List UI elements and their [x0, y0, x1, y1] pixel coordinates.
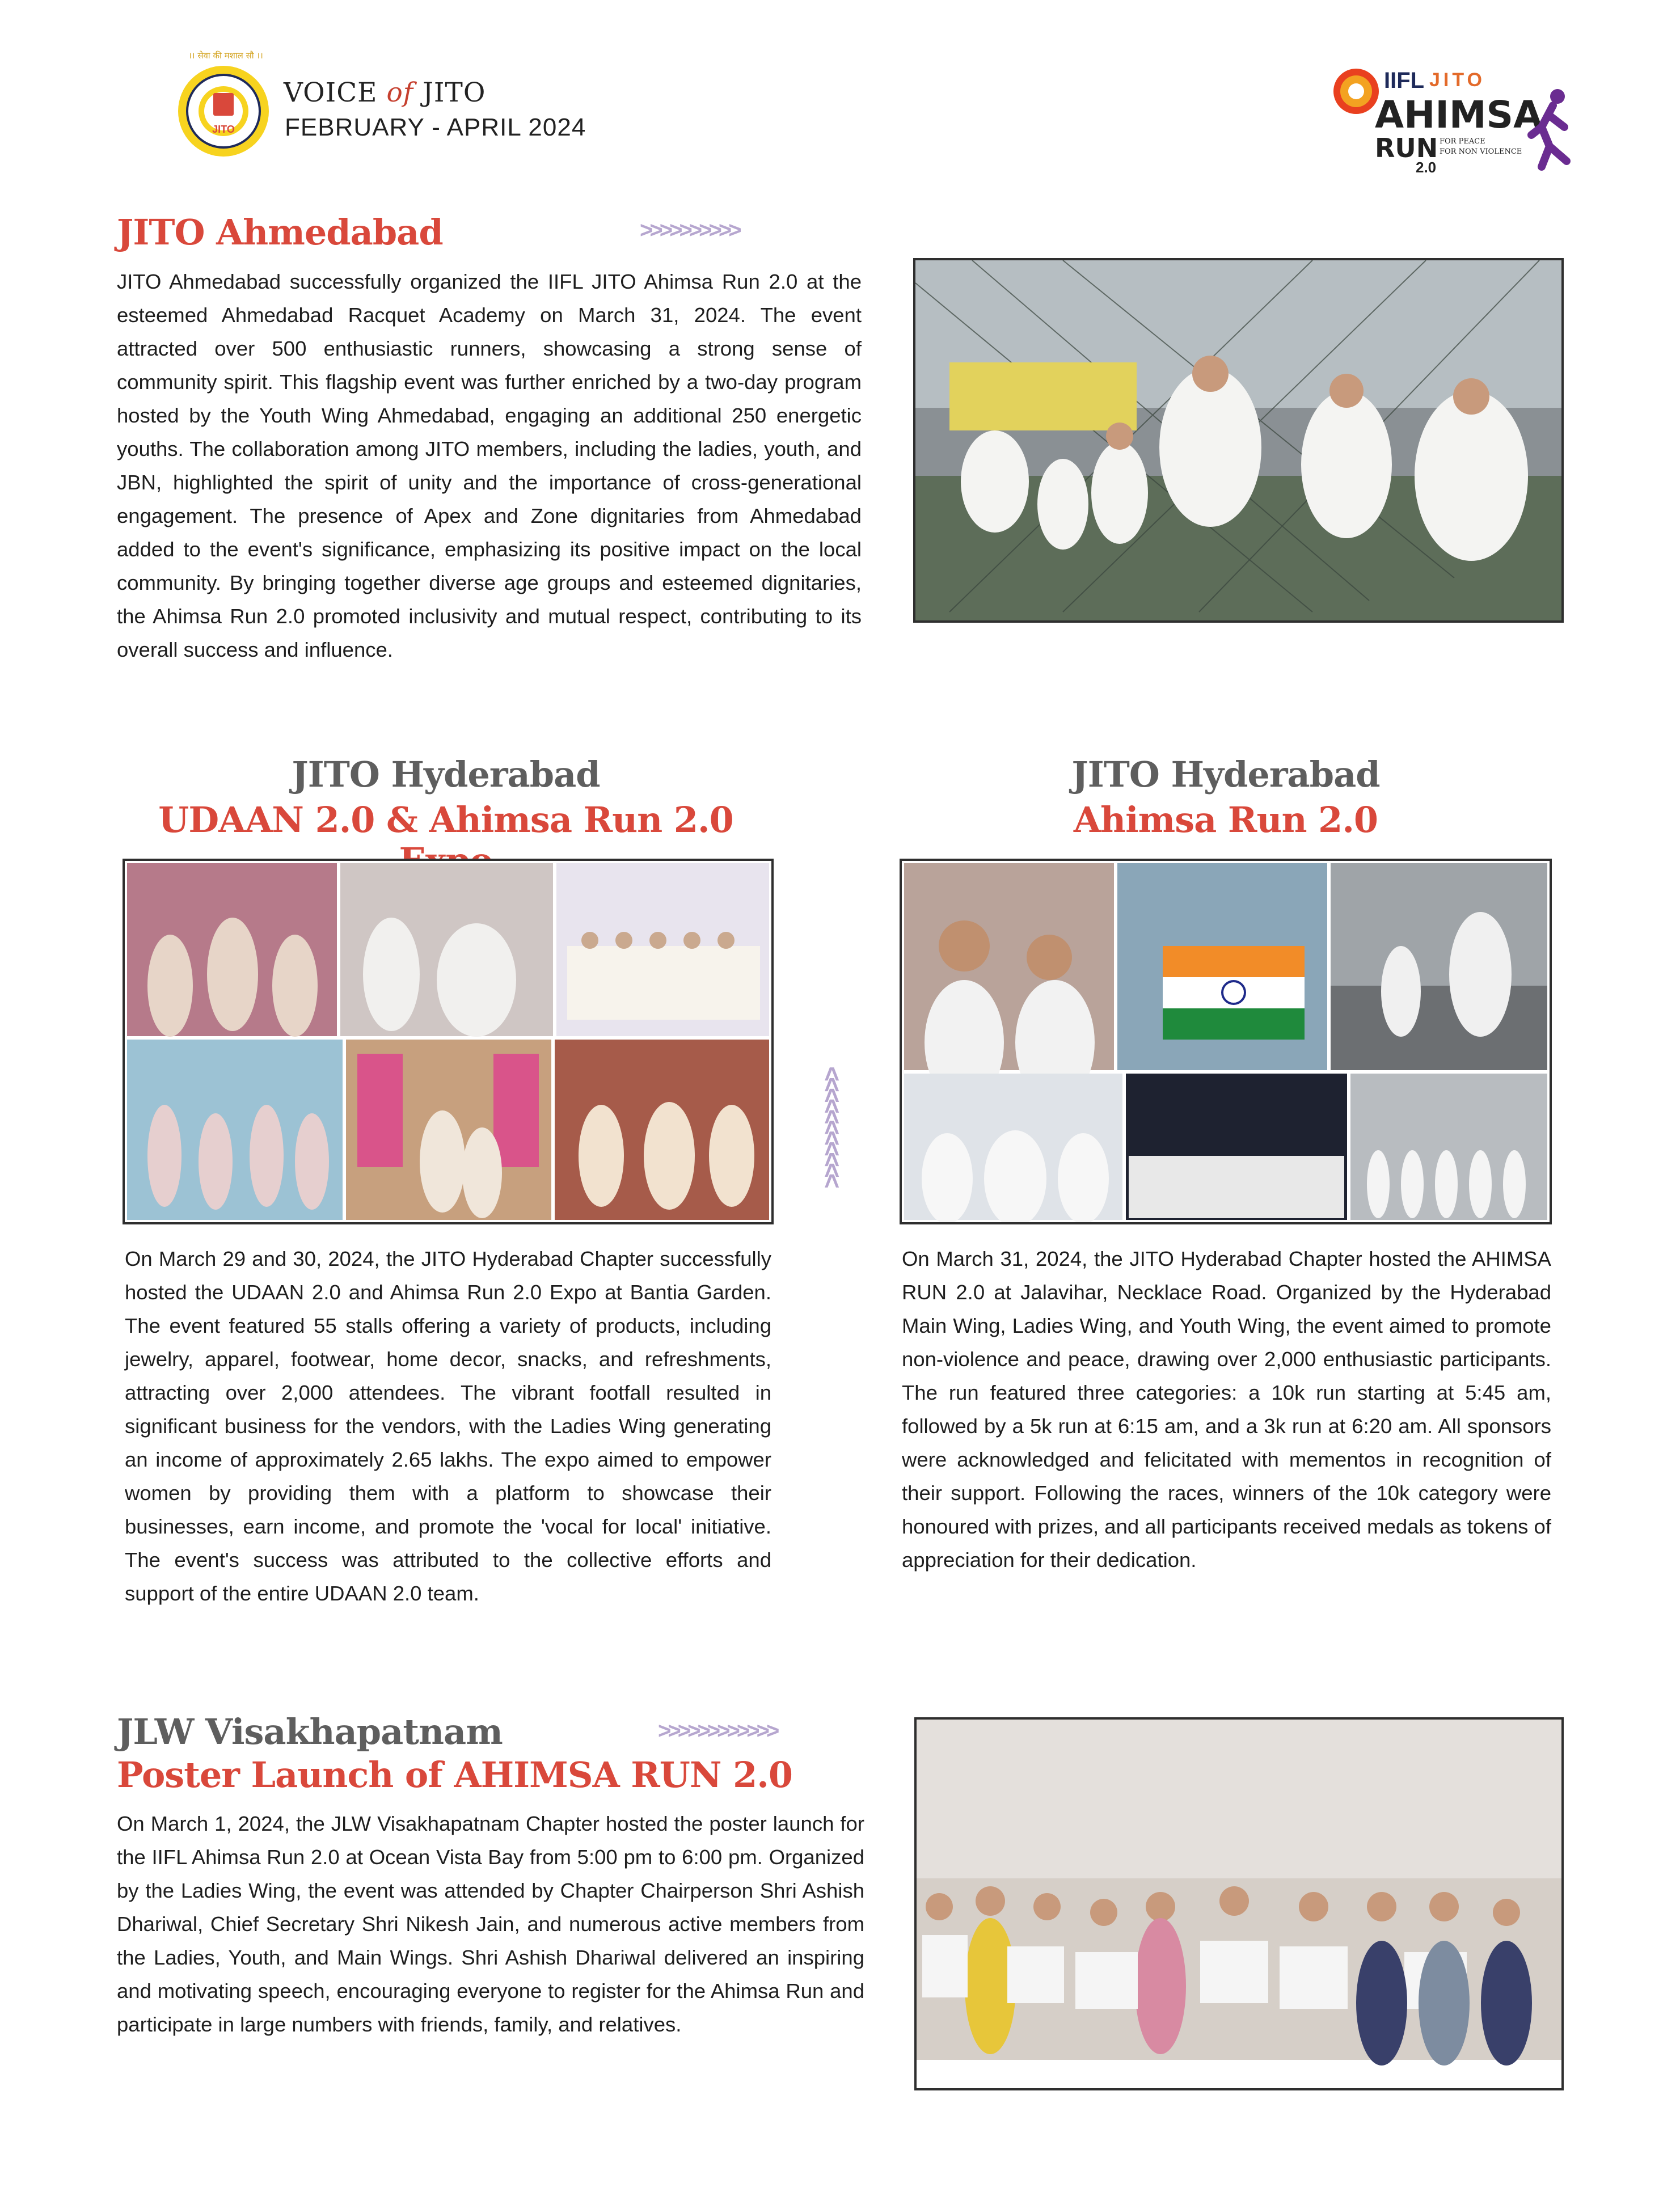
jito-emblem-icon — [176, 64, 271, 159]
expo-title-line2: UDAAN 2.0 & Ahimsa Run 2.0 — [158, 799, 733, 840]
run-logo-title: AHIMSA — [1375, 93, 1543, 137]
run-logo-version: 2.0 — [1416, 159, 1437, 176]
publication-title — [284, 77, 486, 108]
vizag-photo — [914, 1717, 1564, 2090]
expo-body: On March 29 and 30, 2024, the JITO Hyderabad Chapter successfully hosted the UDAAN 2.0 and Ahimsa Run 2.0 Expo at Bantia Garden. The event featured 55 stalls offering a variety of products, including jewelry, apparel, footwear, home decor, snacks, and refreshments, attracting over 2,000 attendees. The vibrant footfall resulted in significant business for the vendors, with the Ladies Wing generating an income of approximately 2.65 lakhs. The expo aimed to empower women by providing them with a platform to showcase their businesses, earn income, and promote the 'vocal for local' initiative. The event's success was attributed to the collective efforts and support of the entire UDAAN 2.0 team. — [125, 1247, 771, 1605]
run-title-line2: Ahimsa Run 2.0 — [1073, 799, 1378, 840]
vizag-title-line1: JLW Visakhapatnam — [117, 1711, 503, 1752]
ahimsa-run-logo — [1332, 61, 1577, 179]
expo-title-line1: JITO Hyderabad — [292, 754, 600, 795]
run-logo-tag2: FOR NON VIOLENCE — [1440, 147, 1522, 156]
run-logo-jito: JITO — [1429, 69, 1485, 91]
expo-photos — [125, 861, 771, 1222]
run-logo-tag1: FOR PEACE — [1440, 137, 1485, 146]
divider-chevron-text: >>>>>>>>>>> — [817, 1071, 846, 1189]
vizag-title-line2: Poster Launch of AHIMSA RUN 2.0 — [117, 1754, 792, 1796]
run-logo-run: RUN — [1375, 133, 1438, 163]
ahmedabad-chevrons: >>>>>>>>>> — [640, 218, 738, 243]
publication-of: of — [386, 77, 414, 108]
divider-chevrons — [817, 1021, 846, 1248]
publication-voice: VOICE — [284, 77, 378, 108]
poster-launch-photo — [917, 1720, 1561, 2088]
expo-photo-collage — [123, 859, 774, 1224]
ahmedabad-body: JITO Ahmedabad successfully organized the IIFL JITO Ahimsa Run 2.0 at the esteemed Ahmedabad Racquet Academy on March 31, 2024. The event attracted over 500 enthusiastic runners, showcasing a strong sense of community spirit. This flagship event was further enriched by a two-day program hosted by the Youth Wing Ahmedabad, engaging an additional 250 energetic youths. The collaboration among JITO members, including the ladies, youth, and JBN, highlighted the spirit of unity and the importance of cross-generational engagement. The presence of Apex and Zone dignitaries from Ahmedabad added to the event's significance, emphasizing its positive impact on the local community. By bringing together diverse age groups and esteemed dignitaries, the Ahimsa Run 2.0 promoted inclusivity and mutual respect, contributing to its overall success and influence. — [117, 270, 862, 661]
issue-date: FEBRUARY - APRIL 2024 — [285, 113, 586, 141]
run-photo-collage — [900, 859, 1552, 1224]
logo-tagline: ।। सेवा की मशाल सौ ।। — [188, 50, 263, 61]
logo-text: JITO — [212, 124, 235, 135]
runner-icon — [1525, 87, 1576, 172]
vizag-chevrons: >>>>>>>>>>>> — [658, 1718, 776, 1743]
ahmedabad-photo — [913, 258, 1564, 623]
run-photos — [902, 861, 1550, 1222]
publication-name: JITO — [423, 77, 486, 108]
jito-logo — [170, 50, 278, 158]
run-body: On March 31, 2024, the JITO Hyderabad Chapter hosted the AHIMSA RUN 2.0 at Jalavihar, Necklace Road. Organized by the Hyderabad Main Wing, Ladies Wing, and Youth Wing, the event aimed to promote non-violence and peace, drawing over 2,000 enthusiastic participants. The run featured three categories: a 10k run starting at 5:45 am, followed by a 5k run at 6:15 am, and a 3k run at 6:20 am. All sponsors were acknowledged and felicitated with mementos in recognition of their support. Following the races, winners of the 10k category were honoured with prizes, and all participants received medals as tokens of appreciation for their dedication. — [902, 1247, 1551, 1572]
runners-photo — [915, 260, 1561, 620]
mandala-icon — [1332, 67, 1381, 116]
vizag-body: On March 1, 2024, the JLW Visakhapatnam Chapter hosted the poster launch for the IIFL Ahimsa Run 2.0 at Ocean Vista Bay from 5:00 pm to 6:00 pm. Organized by the Ladies Wing, the event was attended by Chapter Chairperson Shri Ashish Dhariwal, Chief Secretary Shri Nikesh Jain, and numerous active members from the Ladies, Youth, and Main Wings. Shri Ashish Dhariwal delivered an inspiring and motivating speech, encouraging everyone to register for the Ahimsa Run and participate in large numbers with friends, family, and relatives. — [117, 1812, 864, 2036]
run-logo-sponsor: IIFL — [1384, 68, 1425, 93]
run-title-line1: JITO Hyderabad — [1071, 754, 1380, 795]
ahmedabad-title: JITO Ahmedabad — [117, 212, 443, 253]
